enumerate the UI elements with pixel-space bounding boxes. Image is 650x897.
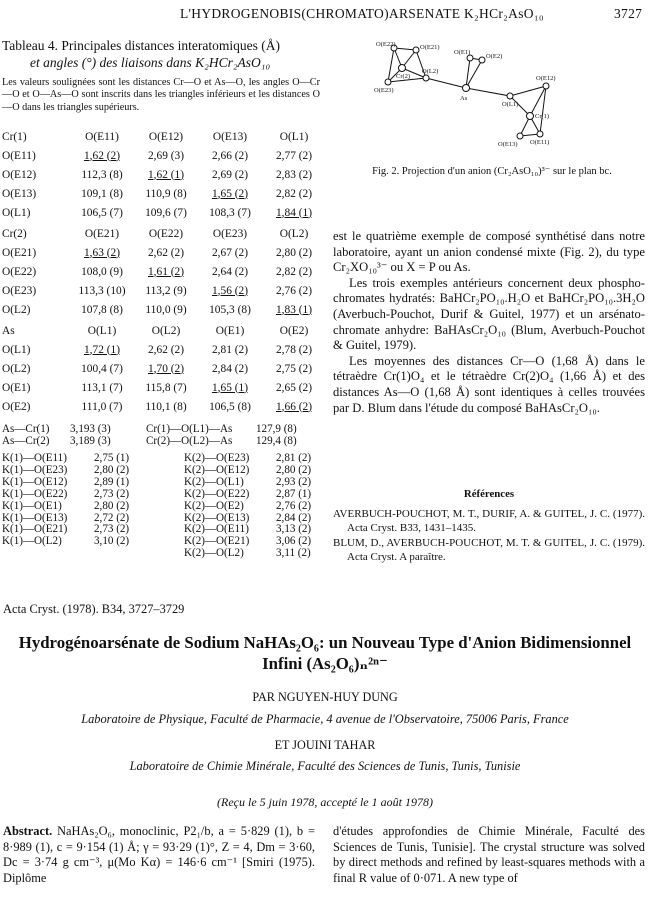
table-cell: 2,80 (2) <box>276 463 312 476</box>
label-oe1: O(E1) <box>454 49 471 56</box>
atom-oe2 <box>479 57 485 63</box>
table-cell: O(E2) <box>2 400 31 413</box>
table-header-row <box>2 321 326 340</box>
table-cell: Cr(2) <box>2 227 27 240</box>
paragraph: Les moyennes des distances Cr—O (1,68 Å) dans le tétraèdre Cr(1)O₄ et le tétraèdre Cr(2)O₄ (1,66 Å) et des distances As—O (1,68 Å) sont identiques à celles trouvées par D. Blum dans l'étude du composé BaHAsCr₂O₁₀. <box>333 353 645 415</box>
k2-distances <box>184 453 311 560</box>
table-cell: O(E11) <box>85 130 119 143</box>
table-cell: 2,80 (2) <box>94 499 130 512</box>
table-cell: 3,13 (2) <box>276 523 312 536</box>
table-cell: 1,70 (2) <box>147 362 185 375</box>
label-oe12: O(E12) <box>536 75 556 82</box>
running-title: L'HYDROGENOBIS(CHROMATO)ARSENATE K₂HCr₂AsO₁₀ <box>180 6 544 21</box>
abstract-text-left: NaHAs₂O₆, monoclinic, P2₁/b, a = 5·829 (1), b = 8·989 (1), c = 9·154 (1) Å; γ = 93·29 (1)°, Z = 4, Dm = 3·60, Dc = 3·74 g cm⁻³, μ(Mo Kα) = 146·6 cm⁻¹ [Smiri (1975). Diplôme <box>3 824 315 885</box>
table-cell: 106,5 (8) <box>209 400 251 413</box>
figure-caption: Fig. 2. Projection d'un anion (Cr₂AsO₁₀)³⁻ sur le plan bc. <box>372 166 612 177</box>
table-cell: 2,75 (1) <box>94 452 130 464</box>
article-title-line1: Hydrogénoarsénate de Sodium NaHAs₂O₆: un Nouveau Type d'Anion Bidimensionnel <box>18 633 632 652</box>
label-oe11: O(E11) <box>530 139 550 146</box>
table-cell: K(1)—O(E13) <box>2 511 68 524</box>
journal-citation: Acta Cryst. (1978). B34, 3727–3729 <box>3 602 185 616</box>
anion-projection-figure <box>370 38 560 150</box>
table-cell: 127,9 (8) <box>256 423 297 435</box>
table-cell: K(2)—O(L2) <box>184 547 244 560</box>
table-cell: As—Cr(2) <box>2 434 50 447</box>
received-date: (Reçu le 5 juin 1978, accepté le 1 août 1978) <box>217 795 433 809</box>
table-row <box>184 489 311 501</box>
table-row <box>2 146 326 165</box>
table-block-as <box>2 321 326 416</box>
table-cell: K(2)—O(E22) <box>184 487 250 500</box>
atom-oe13 <box>517 133 523 139</box>
table-cell: O(E1) <box>2 381 31 394</box>
table-cell: 3,189 (3) <box>70 434 111 447</box>
table-cell: 106,5 (7) <box>81 206 123 219</box>
table-row <box>2 378 326 397</box>
table-cell: O(E21) <box>84 227 120 240</box>
table-row <box>2 184 326 203</box>
atom-oe21 <box>413 47 419 53</box>
table-cell: O(E13) <box>2 187 37 200</box>
table-cell: 2,76 (2) <box>276 499 312 512</box>
table-cell: O(L2) <box>279 227 309 240</box>
table-row <box>2 501 129 513</box>
table-cell: 2,83 (2) <box>275 168 313 181</box>
table-row <box>2 477 129 489</box>
table-cell: O(E22) <box>2 265 37 278</box>
table-cell: 2,89 (1) <box>94 475 130 488</box>
table-cell: O(E12) <box>148 130 184 143</box>
table-cell: 2,93 (2) <box>276 475 312 488</box>
table-cell: 108,0 (9) <box>81 265 123 278</box>
table-cell: 110,0 (9) <box>145 303 187 316</box>
table-title-line1: Tableau 4. Principales distances interatomiques (Å) <box>2 38 280 53</box>
table-cell: As—Cr(1) <box>2 423 50 435</box>
table-cell: 112,3 (8) <box>81 168 123 181</box>
label-oe23: O(E23) <box>374 87 394 94</box>
table-cell: 2,73 (2) <box>94 523 130 536</box>
table-cell: 2,82 (2) <box>275 265 313 278</box>
label-oe2: O(E2) <box>486 53 503 60</box>
table-cell: 1,65 (1) <box>211 381 249 394</box>
table-cell: O(L2) <box>2 362 31 375</box>
table-cell: Cr(1)—O(L1)—As <box>146 423 233 435</box>
table-cell: 109,1 (8) <box>81 187 123 200</box>
table-note: Les valeurs soulignées sont les distances Cr—O et As—O, les angles O—Cr—O et O—As—O sont inscrits dans les triangles inférieurs et les distances O—O dans les triangles supérieurs. <box>2 77 320 113</box>
atom-oe23 <box>385 79 391 85</box>
author-2: ET JOUINI TAHAR <box>274 738 376 752</box>
table-cell: 2,77 (2) <box>275 149 313 162</box>
table-cell: 3,193 (3) <box>70 423 111 435</box>
label-cr1: Cr(1) <box>535 113 550 120</box>
table-row <box>2 281 326 300</box>
table-cell: O(L1) <box>87 324 117 337</box>
table-cell: 2,66 (2) <box>211 149 249 162</box>
table-header-row <box>2 224 326 243</box>
table-cell: O(E21) <box>2 246 37 259</box>
table-cell: K(2)—O(E12) <box>184 463 250 476</box>
abstract-left <box>3 824 315 886</box>
table-row <box>2 165 326 184</box>
table-cell: O(L2) <box>151 324 181 337</box>
table-title <box>2 37 320 71</box>
table-cell: 3,06 (2) <box>276 535 312 548</box>
table-cell: K(1)—O(E23) <box>2 463 68 476</box>
page-number: 3727 <box>614 6 643 21</box>
table-cell: O(E12) <box>2 168 37 181</box>
table-cell: K(2)—O(L1) <box>184 475 244 488</box>
atom-as <box>463 85 470 92</box>
paragraph: est le quatrième exemple de composé synthétisé dans notre laboratoire, ayant un anion condensé mixte (Fig. 2), du type Cr₂XO₁₀³⁻ ou X = P ou As. <box>333 229 645 275</box>
table-row <box>2 436 297 448</box>
references-heading: Références <box>463 488 515 500</box>
atom-labels <box>374 41 556 148</box>
table-row <box>2 536 129 548</box>
table-cell: O(E23) <box>2 284 37 297</box>
abstract-right: d'études approfondies de Chimie Minérale, Faculté des Sciences de Tunis, Tunisie]. The crystal structure was solved by direct methods and refined by least-squares methods with a final R value of 0·071. A new type of <box>333 824 645 885</box>
table-cell: 110,9 (8) <box>145 187 187 200</box>
reference-item: BLUM, D., AVERBUCH-POUCHOT, M. T. & GUITEL, J. C. (1979). Acta Cryst. A paraître. <box>333 537 645 563</box>
atom-ol1 <box>507 93 513 99</box>
table-header-row <box>2 127 326 146</box>
table-cell: K(2)—O(E21) <box>184 535 250 548</box>
atom-oe11 <box>537 131 543 137</box>
table-cell: 129,4 (8) <box>256 434 297 447</box>
table-cell: 2,80 (2) <box>275 246 313 259</box>
table-cell: K(1)—O(E12) <box>2 475 68 488</box>
atom-ol2 <box>423 75 429 81</box>
table-row <box>2 300 326 319</box>
table-cell: K(1)—O(E11) <box>2 452 67 464</box>
table-cell: K(2)—O(E11) <box>184 523 249 536</box>
right-column-text <box>333 229 645 416</box>
table-cell: 1,84 (1) <box>275 206 313 219</box>
label-oe21: O(E21) <box>420 44 440 51</box>
table-cell: 105,3 (8) <box>209 303 251 316</box>
table-cell: 2,62 (2) <box>147 343 185 356</box>
table-cell: O(E2) <box>279 324 309 337</box>
table-cell: 2,75 (2) <box>275 362 313 375</box>
table-cell: K(1)—O(E22) <box>2 487 68 500</box>
atom-cr1 <box>527 113 534 120</box>
table-cell: 2,73 (2) <box>94 487 130 500</box>
table-row <box>2 340 326 359</box>
table-cell: 2,84 (2) <box>276 511 312 524</box>
table-cell: 2,62 (2) <box>147 246 185 259</box>
table-cell: 2,72 (2) <box>94 511 130 524</box>
table-cell: 3,11 (2) <box>276 547 311 560</box>
table-cell: 2,80 (2) <box>94 463 130 476</box>
table-cell: 2,84 (2) <box>211 362 249 375</box>
table-cell: 2,82 (2) <box>275 187 313 200</box>
table-cell: 2,69 (2) <box>211 168 249 181</box>
table-row <box>184 548 311 560</box>
table-cell: 113,2 (9) <box>145 284 187 297</box>
table-cell: K(1)—O(E1) <box>2 499 62 512</box>
table-cell: O(E23) <box>212 227 248 240</box>
affiliation-2: Laboratoire de Chimie Minérale, Faculté des Sciences de Tunis, Tunis, Tunisie <box>129 759 521 773</box>
table-row <box>2 203 326 222</box>
table-row <box>2 359 326 378</box>
table-block-cr1 <box>2 127 326 222</box>
misc-distances <box>2 424 297 448</box>
table-cell: Cr(1) <box>2 130 27 143</box>
table-cell: 100,4 (7) <box>81 362 123 375</box>
table-cell: 107,8 (8) <box>81 303 123 316</box>
table-cell: K(1)—O(E21) <box>2 523 68 536</box>
table-cell: 108,3 (7) <box>209 206 251 219</box>
table-row <box>2 243 326 262</box>
table-cell: O(L1) <box>2 343 31 356</box>
table-row <box>2 489 129 501</box>
paragraph: Les trois exemples antérieurs concernent deux phospho-chromates hydratés: BaHCr₂PO₁₀.H₂O et BaHCr₂PO₁₀.3H₂O (Averbuch-Pouchot, Durif & Guitel, 1977) et un arsénato-chromate anhydre: BaHAsCr₂O₁₀ (Blum, Averbuch-Pouchot & Guitel, 1979). <box>333 275 645 353</box>
table-cell: O(L1) <box>279 130 309 143</box>
atom-cr2 <box>399 65 406 72</box>
table-cell: 109,6 (7) <box>145 206 187 219</box>
label-as: As <box>460 95 468 102</box>
table-cell: K(2)—O(E13) <box>184 511 250 524</box>
table-cell: 2,69 (3) <box>147 149 185 162</box>
table-cell: 1,61 (2) <box>147 265 185 278</box>
table-cell: K(2)—O(E23) <box>184 452 250 464</box>
table-cell: O(E1) <box>215 324 245 337</box>
k1-distances <box>2 453 129 548</box>
table-cell: 111,0 (7) <box>81 400 123 413</box>
table-cell: 2,81 (2) <box>276 452 312 464</box>
article-title <box>0 632 650 674</box>
table-cell: 2,87 (1) <box>276 487 312 500</box>
table-cell: 110,1 (8) <box>145 400 187 413</box>
table-cell: 2,81 (2) <box>211 343 249 356</box>
table-cell: 1,56 (2) <box>211 284 249 297</box>
table-title-line2: et angles (°) des liaisons dans K₂HCr₂AsO₁₀ <box>30 55 271 70</box>
article-title-line2: Infini (As₂O₆)ₙ²ⁿ⁻ <box>262 654 388 673</box>
table-cell: 2,67 (2) <box>211 246 249 259</box>
table-row <box>2 397 326 416</box>
table-block-cr2 <box>2 224 326 319</box>
table-row <box>2 262 326 281</box>
table-cell: 2,78 (2) <box>275 343 313 356</box>
table-cell: 1,83 (1) <box>275 303 313 316</box>
label-oe13: O(E13) <box>498 141 518 148</box>
affiliation-1: Laboratoire de Physique, Faculté de Pharmacie, 4 avenue de l'Observatoire, 75006 Paris, France <box>81 712 569 726</box>
label-oe22: O(E22) <box>376 41 396 48</box>
table-cell: 2,64 (2) <box>211 265 249 278</box>
table-cell: 1,63 (2) <box>83 246 121 259</box>
table-cell: 1,66 (2) <box>275 400 313 413</box>
table-cell: O(L1) <box>2 206 31 219</box>
table-cell: K(1)—O(L2) <box>2 535 62 548</box>
atom-oe12 <box>543 83 549 89</box>
table-row <box>184 477 311 489</box>
table-cell: As <box>2 324 15 337</box>
table-cell: 113,1 (7) <box>81 381 123 394</box>
reference-item: AVERBUCH-POUCHOT, M. T., DURIF, A. & GUITEL, J. C. (1977). Acta Cryst. B33, 1431–1435. <box>333 508 645 534</box>
table-cell: 3,10 (2) <box>94 535 130 548</box>
table-cell: O(L2) <box>2 303 31 316</box>
label-ol1: O(L1) <box>502 101 519 108</box>
label-cr2: Cr(2) <box>396 73 411 80</box>
table-cell: Cr(2)—O(L2)—As <box>146 434 233 447</box>
table-cell: 2,65 (2) <box>275 381 313 394</box>
table-cell: 1,62 (1) <box>147 168 185 181</box>
table-cell: 115,8 (7) <box>145 381 187 394</box>
table-cell: O(E11) <box>2 149 36 162</box>
table-cell: O(E22) <box>148 227 184 240</box>
bond-lines <box>388 48 546 136</box>
table-row <box>184 501 311 513</box>
table-cell: 2,76 (2) <box>275 284 313 297</box>
table-cell: 113,3 (10) <box>78 284 126 297</box>
label-ol2: O(L2) <box>422 68 439 75</box>
table-cell: 1,62 (2) <box>83 149 121 162</box>
table-cell: 1,65 (2) <box>211 187 249 200</box>
abstract-label: Abstract. <box>3 824 53 838</box>
table-cell: 1,72 (1) <box>83 343 121 356</box>
table-cell: O(E13) <box>212 130 248 143</box>
table-cell: K(2)—O(E2) <box>184 499 244 512</box>
author-1: PAR NGUYEN-HUY DUNG <box>252 690 398 704</box>
references-list <box>333 508 645 566</box>
